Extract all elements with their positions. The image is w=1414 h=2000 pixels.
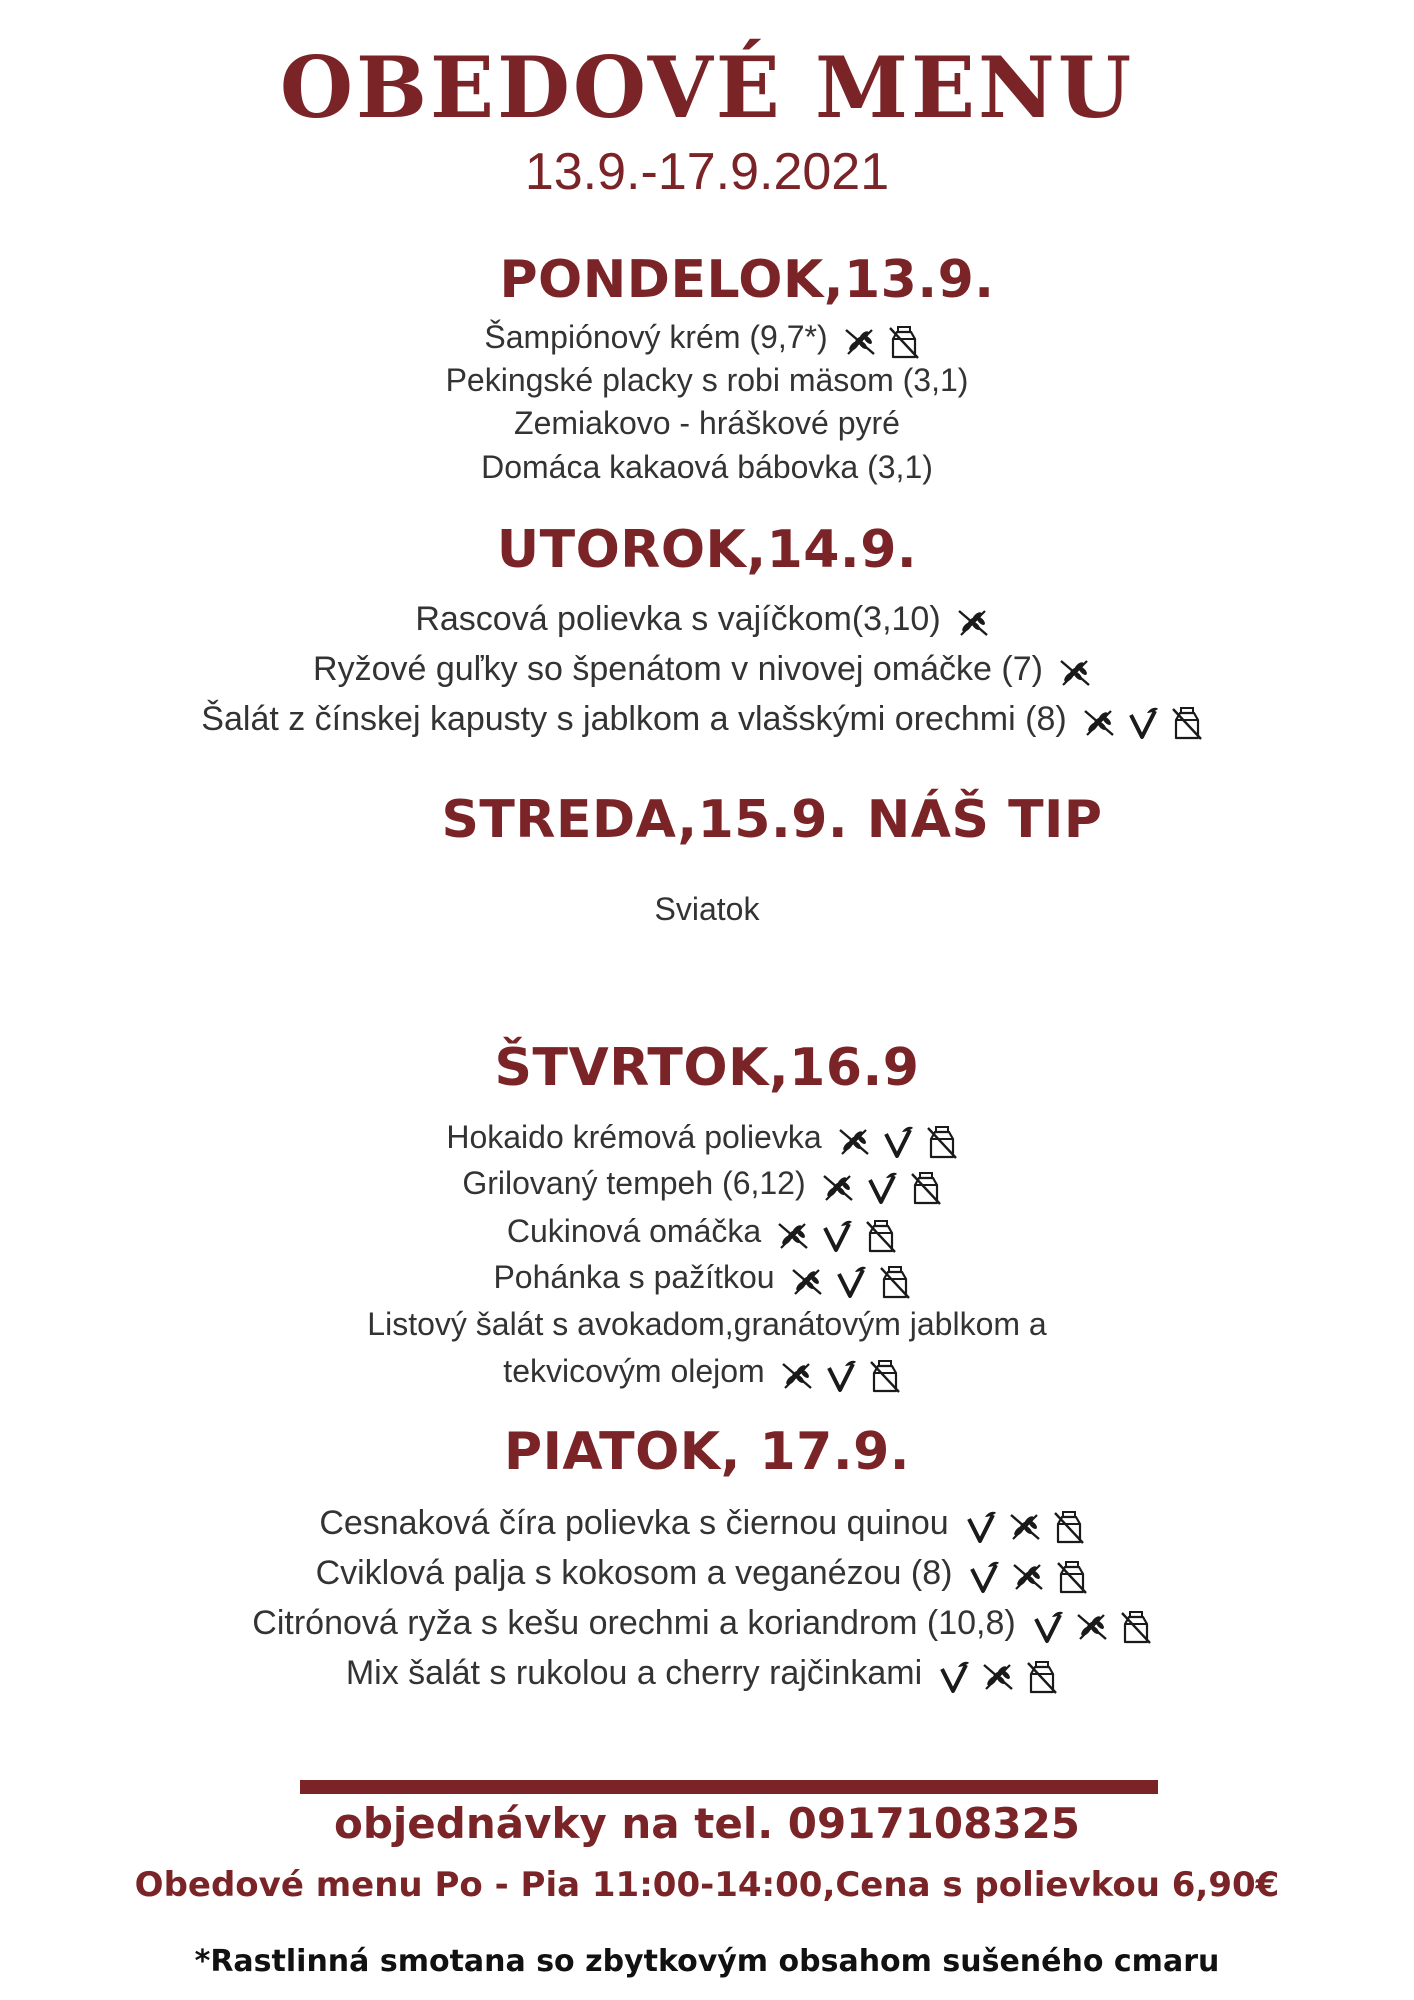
gluten-free-icon <box>1081 705 1117 741</box>
order-phone: objednávky na tel. 0917108325 <box>333 1799 1081 1848</box>
menu-item <box>0 1116 1414 1161</box>
menu-item <box>0 1210 1414 1255</box>
day-heading-wednesday: STREDA,15.9. NÁŠ TIP <box>441 790 1103 850</box>
menu-item <box>0 1552 1414 1596</box>
diet-icons <box>836 1119 968 1161</box>
gluten-free-icon <box>842 324 878 360</box>
menu-item-text: Šalát z čínskej kapusty s jablkom a vlašskými orechmi (8) <box>201 700 1067 738</box>
diet-icons <box>955 600 999 642</box>
diet-icons <box>779 1353 911 1395</box>
menu-item-text: Citrónová ryža s kešu orechmi a koriandrom (10,8) <box>252 1604 1016 1642</box>
vegan-icon <box>966 1559 1002 1595</box>
gluten-free-icon <box>1010 1559 1046 1595</box>
menu-item-text: Cukinová omáčka <box>506 1213 762 1249</box>
diet-icons <box>820 1165 952 1207</box>
menu-item-text: Rascová polievka s vajíčkom(3,10) <box>415 600 941 638</box>
dairy-free-icon <box>877 1264 913 1300</box>
diet-icons <box>963 1504 1095 1546</box>
menu-item <box>0 888 1414 930</box>
opening-hours-price: Obedové menu Po - Pia 11:00-14:00,Cena s polievkou 6,90€ <box>134 1865 1280 1905</box>
vegan-icon <box>880 1124 916 1160</box>
vegan-icon <box>963 1509 999 1545</box>
dairy-free-icon <box>924 1124 960 1160</box>
menu-item-text: Sviatok <box>654 891 760 927</box>
gluten-free-icon <box>955 605 991 641</box>
menu-item <box>0 1256 1414 1301</box>
diet-icons <box>775 1213 907 1255</box>
vegan-icon <box>819 1218 855 1254</box>
dairy-free-icon <box>863 1218 899 1254</box>
dairy-free-icon <box>1169 705 1205 741</box>
gluten-free-icon <box>980 1659 1016 1695</box>
dairy-free-icon <box>1054 1559 1090 1595</box>
vegan-icon <box>833 1264 869 1300</box>
gluten-free-icon <box>789 1264 825 1300</box>
diet-icons <box>936 1654 1068 1696</box>
menu-item-text: Listový šalát s avokadom,granátovým jablkom a <box>367 1306 1047 1342</box>
menu-item-text: Pekingské placky s robi mäsom (3,1) <box>445 362 969 398</box>
dairy-free-icon <box>1024 1659 1060 1695</box>
menu-title: OBEDOVÉ MENU <box>279 38 1135 137</box>
diet-icons <box>842 319 930 361</box>
vegan-icon <box>936 1659 972 1695</box>
vegan-icon <box>1030 1609 1066 1645</box>
menu-item <box>0 1652 1414 1696</box>
menu-item-text: Hokaido krémová polievka <box>446 1119 822 1155</box>
gluten-free-icon <box>779 1358 815 1394</box>
menu-item-text: Ryžové guľky so špenátom v nivovej omáčke (7) <box>313 650 1043 688</box>
menu-item <box>0 1502 1414 1546</box>
menu-item-text: Grilovaný tempeh (6,12) <box>462 1165 806 1201</box>
diet-icons <box>1030 1604 1162 1646</box>
menu-item-text: Mix šalát s rukolou a cherry rajčinkami <box>345 1654 923 1692</box>
diet-icons <box>966 1554 1098 1596</box>
dairy-free-icon <box>1051 1509 1087 1545</box>
gluten-free-icon <box>820 1170 856 1206</box>
menu-item-text: tekvicovým olejom <box>503 1353 765 1389</box>
menu-item <box>0 1602 1414 1646</box>
menu-item-text: Pohánka s pažítkou <box>493 1259 775 1295</box>
vegan-icon <box>864 1170 900 1206</box>
day-heading-tuesday: UTOROK,14.9. <box>496 520 918 580</box>
menu-item <box>0 1162 1414 1207</box>
menu-item <box>0 598 1414 642</box>
vegan-icon <box>823 1358 859 1394</box>
menu-item <box>0 402 1414 444</box>
day-heading-monday: PONDELOK,13.9. <box>499 250 995 310</box>
day-heading-thursday: ŠTVRTOK,16.9 <box>494 1038 920 1098</box>
diet-icons <box>1057 650 1101 692</box>
dairy-free-icon <box>908 1170 944 1206</box>
footnote: *Rastlinná smotana so zbytkovým obsahom sušeného cmaru <box>194 1944 1220 1979</box>
menu-item-text: Cviklová palja s kokosom a veganézou (8) <box>315 1554 953 1592</box>
day-heading-friday: PIATOK, 17.9. <box>503 1422 911 1482</box>
dairy-free-icon <box>886 324 922 360</box>
menu-item <box>0 1350 1414 1395</box>
menu-item <box>0 698 1414 742</box>
gluten-free-icon <box>836 1124 872 1160</box>
menu-item-text: Šampiónový krém (9,7*) <box>484 319 828 355</box>
menu-date-range: 13.9.-17.9.2021 <box>524 143 890 201</box>
gluten-free-icon <box>1074 1609 1110 1645</box>
menu-item-text: Zemiakovo - hráškové pyré <box>514 405 900 441</box>
menu-item <box>0 446 1414 488</box>
menu-item <box>0 316 1414 361</box>
footer-divider <box>300 1780 1158 1794</box>
gluten-free-icon <box>775 1218 811 1254</box>
gluten-free-icon <box>1057 655 1093 691</box>
diet-icons <box>789 1259 921 1301</box>
menu-item <box>0 648 1414 692</box>
dairy-free-icon <box>867 1358 903 1394</box>
vegan-icon <box>1125 705 1161 741</box>
dairy-free-icon <box>1118 1609 1154 1645</box>
diet-icons <box>1081 700 1213 742</box>
menu-item-text: Cesnaková číra polievka s čiernou quinou <box>319 1504 949 1542</box>
gluten-free-icon <box>1007 1509 1043 1545</box>
menu-item-text: Domáca kakaová bábovka (3,1) <box>481 449 933 485</box>
menu-item <box>0 359 1414 401</box>
menu-item <box>0 1303 1414 1345</box>
